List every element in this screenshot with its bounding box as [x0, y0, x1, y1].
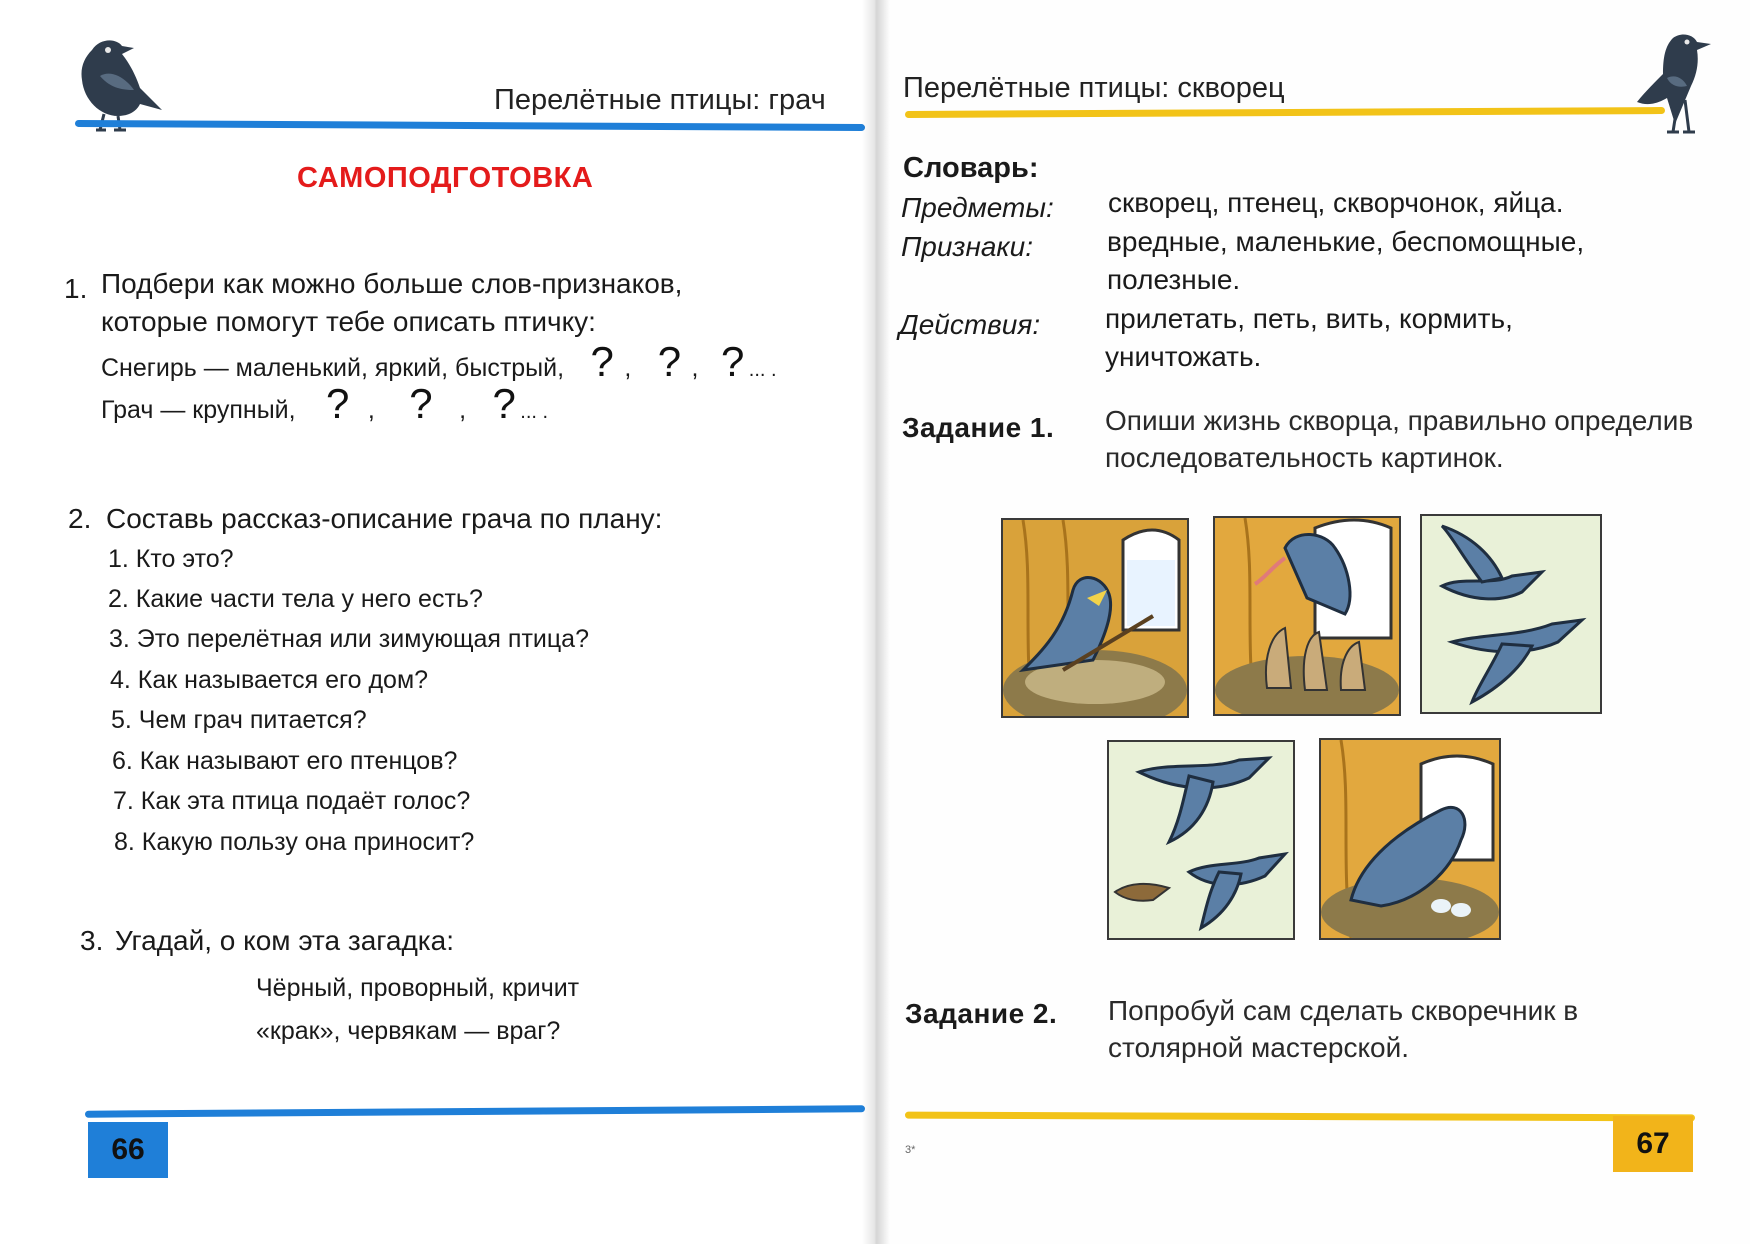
example-text: Снегирь — маленький, яркий, быстрый, — [101, 354, 565, 382]
plan-item: 2. Какие части тела у него есть? — [108, 585, 483, 613]
plan-item: 3. Это перелётная или зимующая птица? — [109, 625, 589, 653]
plan-item: 4. Как называется его дом? — [110, 666, 429, 694]
example-text: Грач — крупный, — [101, 396, 296, 424]
dictionary-value: прилетать, петь, вить, кормить, уничтожать. — [1105, 303, 1513, 372]
dictionary-key: Действия: — [899, 309, 1041, 340]
question-mark: ? — [590, 338, 614, 385]
question-mark: ? — [326, 380, 350, 427]
task-text: Опиши жизнь скворца, правильно определив последовательность картинок. — [1105, 405, 1694, 473]
footer-rule — [905, 1112, 1695, 1122]
book-spine — [862, 0, 890, 1244]
question-mark: ? — [720, 338, 745, 385]
separator: , — [624, 354, 632, 382]
task3-number: 3. — [80, 925, 104, 956]
plan-item: 7. Как эта птица подаёт голос? — [113, 787, 471, 815]
plan-item: 1. Кто это? — [108, 545, 234, 573]
plan-item: 6. Как называют его птенцов? — [112, 747, 458, 775]
dictionary-key: Предметы: — [901, 192, 1054, 223]
dictionary-key: Признаки: — [901, 231, 1034, 262]
task1-number: 1. — [64, 273, 88, 304]
header-rule — [75, 120, 865, 131]
page-header-title: Перелётные птицы: скворец — [903, 72, 1285, 104]
story-picture-1 — [1001, 518, 1189, 718]
question-mark: ? — [492, 380, 516, 427]
footnote: 3* — [905, 1144, 916, 1156]
task2-text: Составь рассказ-описание грача по плану: — [106, 503, 663, 534]
riddle-line: Чёрный, проворный, кричит — [256, 974, 580, 1002]
task3-text: Угадай, о ком эта загадка: — [115, 925, 454, 956]
story-picture-2 — [1213, 516, 1401, 716]
story-picture-5 — [1319, 738, 1501, 940]
riddle-line: «крак», червякам — враг? — [256, 1017, 561, 1045]
story-picture-3 — [1420, 514, 1602, 714]
question-mark: ? — [657, 338, 682, 385]
dictionary-value: скворец, птенец, скворчонок, яйца. — [1108, 187, 1564, 218]
task-label: Задание 2. — [905, 998, 1058, 1029]
ellipsis: ... . — [520, 401, 549, 423]
question-mark: ? — [409, 380, 433, 427]
dictionary-title: Словарь: — [903, 152, 1039, 184]
page-header-title: Перелётные птицы: грач — [494, 84, 826, 116]
separator: , — [367, 396, 375, 424]
crow-icon — [1615, 28, 1715, 138]
separator: , — [459, 396, 467, 424]
example-line-1 — [101, 338, 777, 386]
ellipsis: ... . — [748, 359, 777, 381]
example-line-2 — [101, 380, 548, 428]
task1-text: Подбери как можно больше слов-признаков, которые помогут тебе описать птичку: — [101, 268, 683, 337]
task2-number: 2. — [68, 503, 92, 534]
header-rule — [905, 107, 1665, 118]
section-title: САМОПОДГОТОВКА — [297, 162, 594, 194]
right-page — [875, 0, 1750, 1244]
task-text: Попробуй сам сделать скворечник в столярной мастерской. — [1108, 995, 1579, 1063]
page-number: 66 — [88, 1122, 168, 1178]
plan-item: 8. Какую пользу она приносит? — [114, 828, 475, 856]
plan-item: 5. Чем грач питается? — [111, 706, 367, 734]
story-picture-4 — [1107, 740, 1295, 940]
page-number: 67 — [1613, 1116, 1693, 1172]
dictionary-value: вредные, маленькие, беспомощные, полезные. — [1107, 226, 1585, 295]
task-label: Задание 1. — [902, 412, 1055, 443]
separator: , — [691, 354, 699, 382]
footer-rule — [85, 1105, 865, 1117]
